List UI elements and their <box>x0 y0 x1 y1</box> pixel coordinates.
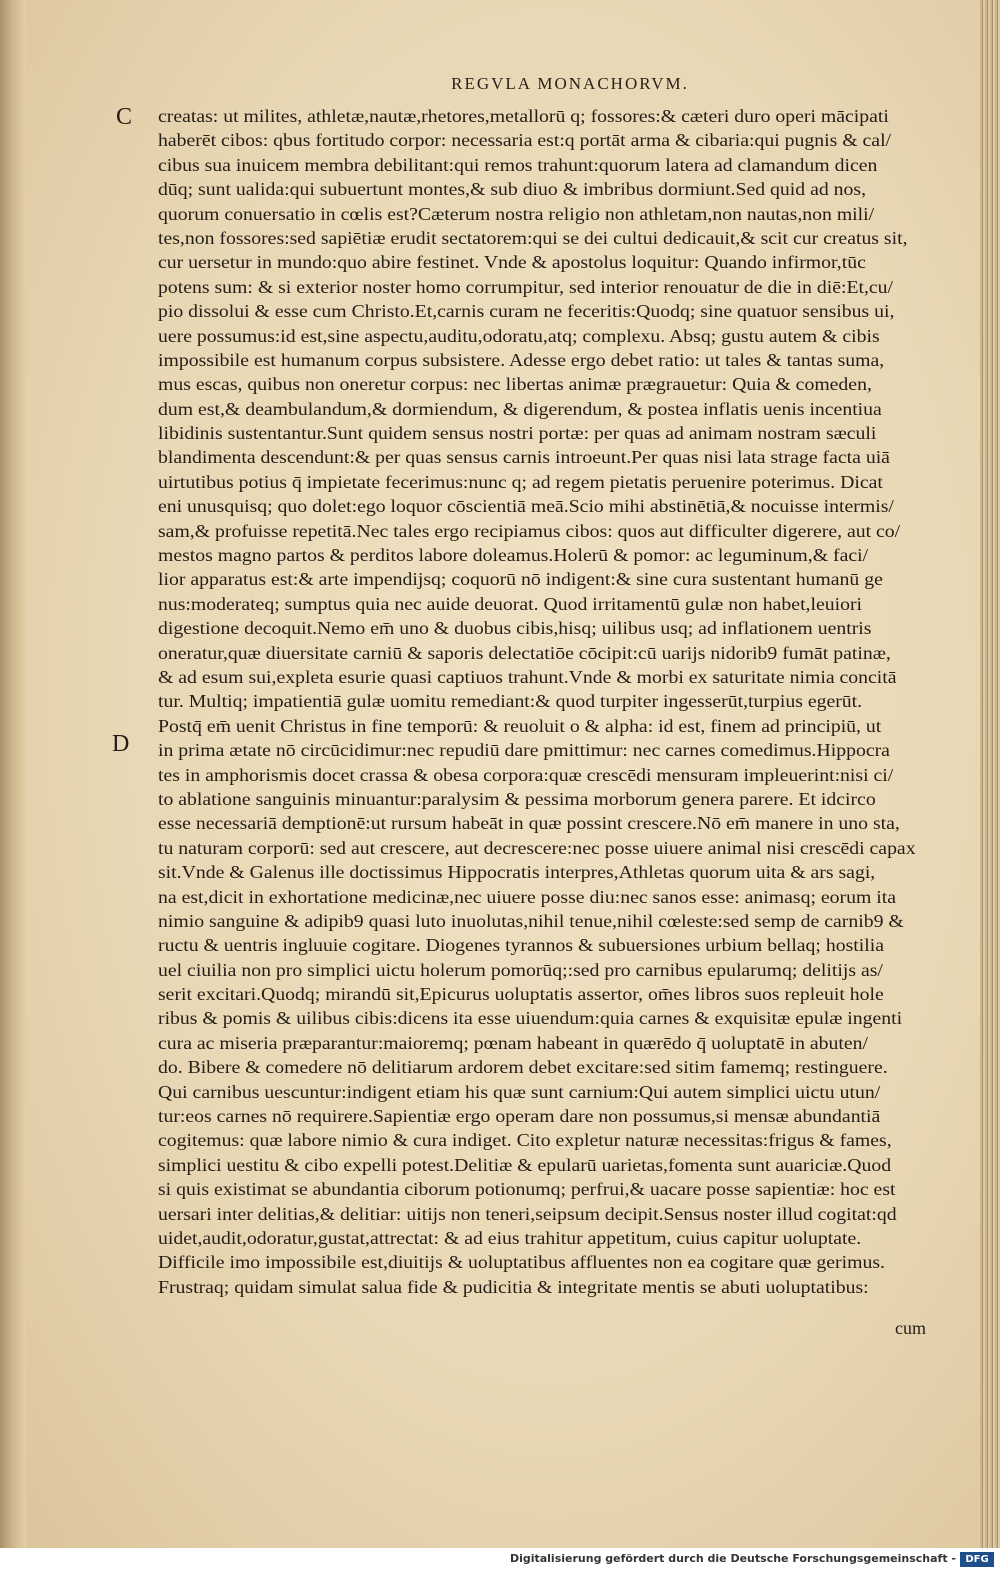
text-line: eni unusquisq; quo dolet:ego loquor cōscientiā meā.Scio mihi abstinētiā,& nocuisse intermis/ <box>158 496 894 517</box>
text-line: uel ciuilia non pro simplici uictu holerum pomorūq;:sed pro carnibus epularumq; delitijs as/ <box>158 959 883 980</box>
text-line: digestione decoquit.Nemo em̄ uno & duobus cibis,hisq; uilibus usq; ad inflationem uentris <box>158 618 872 639</box>
text-line: mus escas, quibus non oneretur corpus: nec libertas animæ prægrauetur: Quia & comeden, <box>158 374 872 395</box>
text-line: serit excitari.Quodq; mirandū sit,Epicurus uoluptatis assertor, om̄es libros suos repleuit hole <box>158 984 884 1005</box>
text-line: cibus sua inuicem membra debilitant:qui remos trahunt:quorum latera ad clamandum dicen <box>158 154 878 175</box>
text-line: uere possumus:id est,sine aspectu,auditu,odoratu,atq; complexu. Absq; gustu autem & cibis <box>158 325 880 346</box>
text-line: cogitemus: quæ labore nimio & cura indiget. Cito expletur naturæ necessitas:frigus & fames, <box>158 1130 892 1151</box>
text-line: esse necessariā demptionē:ut rursum habeāt in quæ possint crescere.Nō em̄ manere in uno sta, <box>158 813 900 834</box>
text-line: Difficile imo impossibile est,diuitijs & uoluptatibus affluentes non ea cogitare quæ gerimus. <box>158 1252 885 1273</box>
text-line: cur uersetur in mundo:quo abire festinet. Vnde & apostolus loquitur: Quando infirmor,tūc <box>158 252 866 273</box>
text-line: pio dissolui & esse cum Christo.Et,carnis curam ne feceritis:Quodq; sine quatuor sensibus ui, <box>158 301 895 322</box>
text-line: libidinis sustentantur.Sunt quidem sensus nostri portæ: per quas ad animam nostram sæculi <box>158 423 877 444</box>
text-line: in prima ætate nō circūcidimur:nec repudiū dare pmittimur: nec carnes comedimus.Hippocra <box>158 740 890 761</box>
text-line: creatas: ut milites, athletæ,nautæ,rhetores,metallorū q; fossores:& cæteri duro operi mācipati <box>158 106 889 126</box>
text-line: do. Bibere & comedere nō delitiarum ardorem debet excitare:sed sitim famemq; restinguere. <box>158 1057 888 1078</box>
body-text <box>158 104 926 1299</box>
text-line: sit.Vnde & Galenus ille doctissimus Hippocratis interpres,Athletas quorum uita & ars sagi, <box>158 862 876 883</box>
text-line: uidet,audit,odoratur,gustat,attrectat: & ad eius trahitur appetitum, cuius capitur uoluptate. <box>158 1227 862 1248</box>
running-head: REGVLA MONACHORVM. <box>451 74 689 93</box>
text-line: potens sum: & si exterior noster homo corrumpitur, sed interior renouatur de die in diē:Et,cu/ <box>158 276 894 297</box>
text-line: tes,non fossores:sed sapiētiæ erudit sectatorem:qui se dei cultui dedicauit,& scit cur creatus sit, <box>158 227 908 248</box>
text-line: sam,& profuisse repetitā.Nec tales ergo recipiamus cibos: quos aut difficulter digerere, aut co/ <box>158 520 901 541</box>
text-line: nus:moderateq; sumptus quia nec auide deuorat. Quod irritamentū gulæ non habet,leuiori <box>158 593 863 614</box>
text-line: Qui carnibus uescuntur:indigent etiam his quæ sunt carnium:Qui autem simplici uictu utun/ <box>158 1081 881 1102</box>
text-line: Postq̄ em̄ uenit Christus in fine temporū: & reuoluit o & alpha: id est, finem ad principiū, ut <box>158 715 882 736</box>
margin-mark-d: D <box>112 731 130 757</box>
text-line: tur. Multiq; impatientiā gulæ uomitu remediant:& quod turpiter ingesserūt,turpius egerūt. <box>158 691 863 712</box>
text-line: impossibile est humanum corpus subsistere. Adesse ergo debet ratio: ut tales & tantas suma, <box>158 349 885 370</box>
text-line: quorum conuersatio in cœlis est?Cæterum nostra religio non athletam,non nautas,non mili/ <box>158 203 875 224</box>
footer-bar <box>0 1548 1000 1572</box>
margin-mark-c: C <box>116 104 133 130</box>
text-line: uersari inter delitias,& delitiar: uitijs non teneri,seipsum decipit.Sensus noster illud cogitat:qd <box>158 1203 897 1224</box>
text-line: ructu & uentris ingluuie cogitare. Diogenes tyrannos & subuersiones urbium bellaq; hostilia <box>158 935 884 956</box>
text-line: simplici uestitu & cibo expelli potest.Delitiæ & epularū uarietas,fomenta sunt auariciæ.Quod <box>158 1154 892 1175</box>
text-line: haberēt cibos: qbus fortitudo corpor: necessaria est:q portāt arma & cibaria:qui pugnis & cal/ <box>158 130 892 151</box>
text-line: dum est,& deambulandum,& dormiendum, & digerendum, & postea inflatis uenis incentiua <box>158 398 882 419</box>
text-line: mestos magno partos & perditos labore doleamus.Holerū & pomor: ac leguminum,& faci/ <box>158 545 869 566</box>
text-line: uirtutibus potius q̄ impietate fecerimus:nunc q; ad regem pietatis peruenire poterimus. Dicat <box>158 471 883 492</box>
text-line: Frustraq; quidam simulat salua fide & pudicitia & integritate mentis se abuti uoluptatibus: <box>158 1276 869 1297</box>
text-line: ribus & pomis & uilibus cibis:dicens ita esse uiuendum:quia carnes & exquisitæ epulæ ingenti <box>158 1008 903 1029</box>
text-line: nimio sanguine & adipib9 quasi luto inuolutas,nihil tenue,nihil cœleste:sed semp de carnib9 & <box>158 910 904 931</box>
dfg-logo: DFG <box>960 1552 994 1567</box>
catchword: cum <box>895 1318 926 1338</box>
text-line: to ablatione sanguinis minuantur:paralysim & pessima morborum genera parere. Et idcirco <box>158 788 876 809</box>
text-line: oneratur,quæ diuersitate carniū & saporis delectatiōe cōcipit:cū uarijs nidorib9 fumāt patinæ, <box>158 642 891 663</box>
text-line: lior apparatus est:& arte impendijsq; coquorū nō indigent:& sine cura sustentant humanū ge <box>158 569 883 590</box>
text-line: dūq; sunt ualida:qui subuertunt montes,& sub diuo & imbribus dormiunt.Sed quid ad nos, <box>158 179 867 200</box>
text-line: si quis existimat se abundantia ciborum potionumq; perfrui,& uacare posse sapientiæ: hoc est <box>158 1179 896 1200</box>
text-line: blandimenta descendunt:& per quas sensus carnis introeunt.Per quas nisi lata strage facta uiā <box>158 447 890 468</box>
text-line: tu naturam corporū: sed aut crescere, aut decrescere:nec posse uiuere animal nisi crescēdi capax <box>158 837 916 858</box>
text-line: tur:eos carnes nō requirere.Sapientiæ ergo operam dare non possumus,si mensæ abundantiā <box>158 1106 881 1127</box>
text-line: na est,dicit in exhortatione medicinæ,nec uiuere posse diu:nec sanos esse: animasq; eorum ita <box>158 886 896 907</box>
book-spine-gutter <box>0 0 26 1548</box>
text-line: & ad esum sui,expleta esurie quasi captiuos trahunt.Vnde & morbi ex saturitate nimia concitā <box>158 666 897 687</box>
footer-credit: Digitalisierung gefördert durch die Deutsche Forschungsgemeinschaft - <box>509 1552 956 1565</box>
text-line: cura ac miseria præparantur:maioremq; pœnam habeant in quærēdo q̄ uoluptatē in abuten/ <box>158 1032 868 1053</box>
text-line: tes in amphorismis docet crassa & obesa corpora:quæ crescēdi mensuram impleuerint:nisi ci/ <box>158 764 894 785</box>
